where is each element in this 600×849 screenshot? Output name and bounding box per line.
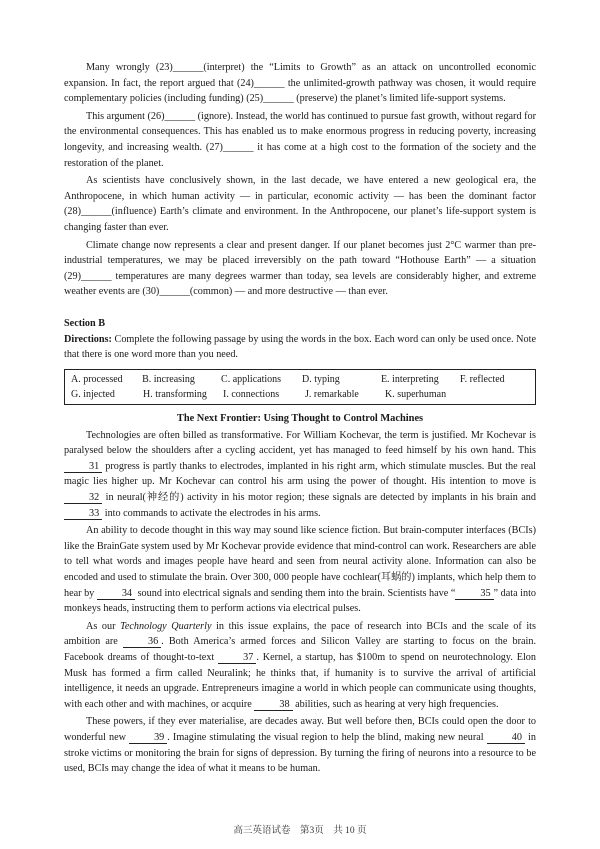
passage-text: abilities, such as hearing at very high frequencies. [292,698,499,710]
blank-34[interactable]: 34 [97,588,135,600]
publication-title: Technology Quarterly [120,620,212,632]
paragraph-29: Climate change now represents a clear and present danger. If our planet becomes just 2°C warmer than pre-industrial temperatures, we may be placed irreversibly on the path toward “Hothouse Earth” — a situation (29)______ temperatures are many degrees warmer than today, sea levels are considerably higher, and extreme weather events are (30)______(common) — and more destructive — than ever. [64,239,536,298]
word-option: H. transforming [143,388,207,400]
passage-text: sound into electrical signals and sending them into the brain. Scientists have “ [135,587,456,599]
directions-text: Complete the following passage by using the words in the box. Each word can only be used once. Note that there is one word more than you need. [64,333,536,361]
passage-text: progress is partly thanks to electrodes, implanted in his right arm, which stimulate muscles. But the real magic lies higher up. Mr Kochevar can control his arm using the power of thought. His intention to move is [64,460,536,488]
passage-text: . Both America’s armed forces and Silicon Valley are starting to focus on the brain. Facebook dreams of thought-to-text [64,636,536,663]
page-footer: 高三英语试卷 第3页 共 10 页 [233,826,367,836]
blank-35[interactable]: 35 [455,588,493,600]
directions [64,332,536,363]
blank-31[interactable]: 31 [64,461,102,473]
word-option: C. applications [221,373,282,385]
passage-text: in neural(神经的) activity in his motor region; these signals are detected by implants in his brain and [102,492,536,504]
word-option: E. interpreting [380,373,439,385]
word-option: F. reflected [459,373,505,385]
passage-paragraph-2 [64,523,536,617]
passage-paragraph-1 [64,428,536,522]
word-option: I. connections [223,388,280,400]
word-option: A. processed [71,373,123,385]
paragraph-28: As scientists have conclusively shown, in the last decade, we have entered a new geological era, the Anthropocene, in which human activity — in particular, economic activity — has been the dominant factor (28)______(influence) Earth’s climate and environment. In the Anthropocene, our planet’s life-support system is changing faster than ever. [64,175,536,233]
passage-paragraph-4 [64,714,536,776]
blank-33[interactable]: 33 [64,508,102,520]
paragraph-23: Many wrongly (23)______(interpret) the “Limits to Growth” as an attack on uncontrolled economic expansion. In fact, the report argued that (24)______ the unlimited-growth pathway was chosen, it would require complementary policies (including funding) (25)______ (preserve) the planet’s limited life-support systems. [64,62,536,105]
paragraph-26: This argument (26)______ (ignore). Instead, the world has continued to pursue fast growth, without regard for the environmental consequences. This has enabled us to make enormous progress in reducing poverty, increasing longevity, and increasing wealth. (27)______ it has come at a high cost to the formation of the society and the restoration of the planet. [64,110,536,169]
blank-37[interactable]: 37 [218,652,256,664]
passage-text: in this issue explains, the pace of research into BCIs and the scale of its ambition are [64,620,536,648]
section-heading: Section B [64,317,106,329]
blank-38[interactable]: 38 [254,699,292,711]
passage-text: An ability to decode thought in this way may sound like science fiction. But brain-computer interfaces (BCIs) like the BrainGate system used by Mr Kochevar provide evidence that mind-control can work. Researchers are able to tell what words and images people have heard and seen from neural activity alone. Information can also be encoded and used to stimulate the brain. Over 300, 000 people have cochlear(耳蜗的) implants, which help them to hear by [64,525,536,599]
passage-text: into commands to activate the electrodes in his arms. [102,507,321,519]
word-box [64,369,536,405]
blank-32[interactable]: 32 [64,492,102,504]
passage-text: These powers, if they ever materialise, are decades away. But well before then, BCIs could open the door to wonderful new [64,716,536,743]
word-option: D. typing [301,373,340,385]
word-option: B. increasing [142,373,195,385]
passage-paragraph-3 [64,619,536,713]
directions-label: Directions: [64,333,112,345]
passage-text: ” data into monkeys heads, instructing them to perform actions via electrical pulses. [64,587,536,615]
passage-title: The Next Frontier: Using Thought to Control Machines [176,412,424,424]
word-option: J. remarkable [305,388,359,400]
word-row-1 [71,372,529,387]
passage-text: in stroke victims or monitoring the brain for signs of depression. By turning the firing of neurons into a resource to be used, BCIs may change the idea of what it means to be human. [64,731,536,775]
exam-page [64,60,536,779]
word-row-2 [71,387,529,402]
passage-text: Technologies are often billed as transformative. For William Kochevar, the term is justified. Mr Kochevar is paralysed below the shoulders after a cycling accident, yet has managed to feed himself by his own hand. This [64,429,536,457]
word-option: G. injected [71,388,115,400]
passage-text: . Imagine stimulating the visual region to help the blind, making new neural [167,731,487,743]
blank-39[interactable]: 39 [129,732,167,744]
blank-40[interactable]: 40 [487,732,525,744]
passage-text: . Kernel, a startup, has $100m to spend on neurotechnology. Elon Musk has formed a firm called Neuralink; he thinks that, if humanity is to survive the arrival of artificial intelligence, it needs an upgrade. Entrepreneurs imagine a world in which people can communicate using thoughts, with each other and with machines, or acquire [64,652,536,710]
blank-36[interactable]: 36 [123,636,161,648]
word-option: K. superhuman [385,388,447,400]
passage-text: As our [86,620,121,632]
